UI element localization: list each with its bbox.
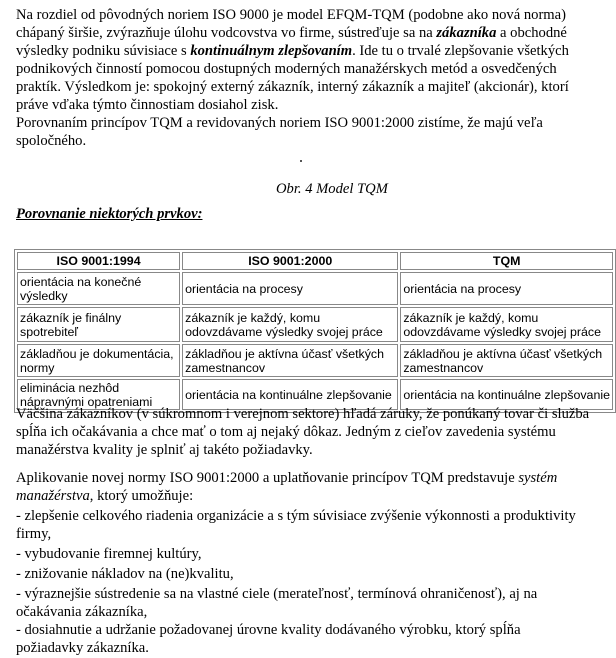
table-header-iso2000: ISO 9001:2000 bbox=[182, 252, 398, 270]
bullet-line-2: - vybudovanie firemnej kultúry, bbox=[16, 546, 202, 562]
intro-line-8: spoločného. bbox=[16, 133, 87, 149]
table-cell: zákazník je finálny spotrebiteľ bbox=[17, 307, 180, 342]
table-header-row bbox=[17, 252, 613, 270]
comparison-table bbox=[14, 249, 616, 413]
applying-line-1-text: Aplikovanie novej normy ISO 9001:2000 a uplatňovanie princípov TQM predstavuje bbox=[16, 470, 519, 486]
table-header-iso1994: ISO 9001:1994 bbox=[17, 252, 180, 270]
table-cell: základňou je dokumentácia, normy bbox=[17, 344, 180, 377]
bullet-line-5b: požiadavky zákazníka. bbox=[16, 640, 149, 656]
bullet-line-1a: - zlepšenie celkového riadenia organizácie a s tým súvisiace zvýšenie výkonnosti a produktivity bbox=[16, 508, 576, 524]
intro-line-3 bbox=[16, 43, 569, 60]
table-cell: orientácia na procesy bbox=[182, 272, 398, 305]
intro-line-5: praktík. Výsledkom je: spokojný externý zákazník, interný zákazník a majiteľ (akcionár), ktorí bbox=[16, 79, 569, 95]
table-header-tqm: TQM bbox=[400, 252, 613, 270]
after-table-line-3: manažérstva kvality je splniť aj takéto požiadavky. bbox=[16, 442, 313, 458]
table-cell: základňou je aktívna účasť všetkých zamestnancov bbox=[182, 344, 398, 377]
applying-line-2-tail: , ktorý umožňuje: bbox=[89, 488, 194, 504]
intro-line-2-tail: a obchodné bbox=[496, 25, 567, 41]
intro-line-2-text: chápaný širšie, zvýrazňuje úlohu vodcovstva vo firme, sústreďuje sa na bbox=[16, 25, 437, 41]
applying-emphasis-manazerstva: manažérstva bbox=[16, 488, 90, 504]
intro-emphasis-zakaznika: zákazníka bbox=[436, 25, 497, 41]
intro-line-4: podnikových činností pomocou dostupných moderných manažérskych metód a osvedčených bbox=[16, 61, 557, 77]
intro-line-1: Na rozdiel od pôvodných noriem ISO 9000 je model EFQM-TQM (podobne ako nová norma) bbox=[16, 7, 566, 23]
bullet-line-3: - znižovanie nákladov na (ne)kvalitu, bbox=[16, 566, 234, 582]
table-cell: zákazník je každý, komu odovzdávame výsledky svojej práce bbox=[400, 307, 613, 342]
table-cell: zákazník je každý, komu odovzdávame výsledky svojej práce bbox=[182, 307, 398, 342]
intro-line-7: Porovnaním princípov TQM a revidovaných noriem ISO 9001:2000 zistíme, že majú veľa bbox=[16, 115, 543, 131]
table-cell: eliminácia nezhôd nápravnými opatreniami bbox=[17, 379, 180, 410]
table-cell: orientácia na konečné výsledky bbox=[17, 272, 180, 305]
bullet-line-4b: očakávania zákazníka, bbox=[16, 604, 148, 620]
figure-placeholder-dot bbox=[300, 160, 302, 162]
intro-line-2 bbox=[16, 25, 567, 42]
comparison-subheading: Porovnanie niektorých prvkov: bbox=[16, 206, 203, 222]
after-table-line-1: Väčšina zákazníkov (v súkromnom i verejnom sektore) hľadá záruky, že ponúkaný tovar či služba bbox=[16, 406, 590, 422]
table-cell: základňou je aktívna účasť všetkých zamestnancov bbox=[400, 344, 613, 377]
applying-line-1 bbox=[16, 470, 557, 487]
table-row bbox=[17, 272, 613, 305]
table-cell: orientácia na kontinuálne zlepšovanie bbox=[182, 379, 398, 410]
intro-line-3-tail: . Ide tu o trvalé zlepšovanie všetkých bbox=[352, 43, 569, 59]
table-cell: orientácia na kontinuálne zlepšovanie bbox=[400, 379, 613, 410]
table-row bbox=[17, 307, 613, 342]
applying-line-2 bbox=[16, 488, 193, 505]
bullet-line-4a: - výraznejšie sústredenie sa na vlastné ciele (merateľnosť, termínová ohraničenosť), aj na bbox=[16, 586, 538, 602]
intro-line-3-text: výsledky podniku súvisiace s bbox=[16, 43, 191, 59]
applying-emphasis-system: systém bbox=[518, 470, 558, 486]
intro-line-6: práve vďaka týmto činnostiam dosiahol zisk. bbox=[16, 97, 279, 113]
table-cell: orientácia na procesy bbox=[400, 272, 613, 305]
bullet-line-1b: firmy, bbox=[16, 526, 52, 542]
after-table-line-2: spĺňa ich očakávania a chce mať o tom aj nejaký dôkaz. Jedným z cieľov zavedenia systému bbox=[16, 424, 556, 440]
figure-caption: Obr. 4 Model TQM bbox=[276, 181, 388, 197]
intro-emphasis-kontinualne: kontinuálnym zlepšovaním bbox=[190, 43, 353, 59]
bullet-line-5a: - dosiahnutie a udržanie požadovanej úrovne kvality dodávaného výrobku, ktorý spĺňa bbox=[16, 622, 521, 638]
table-row bbox=[17, 344, 613, 377]
